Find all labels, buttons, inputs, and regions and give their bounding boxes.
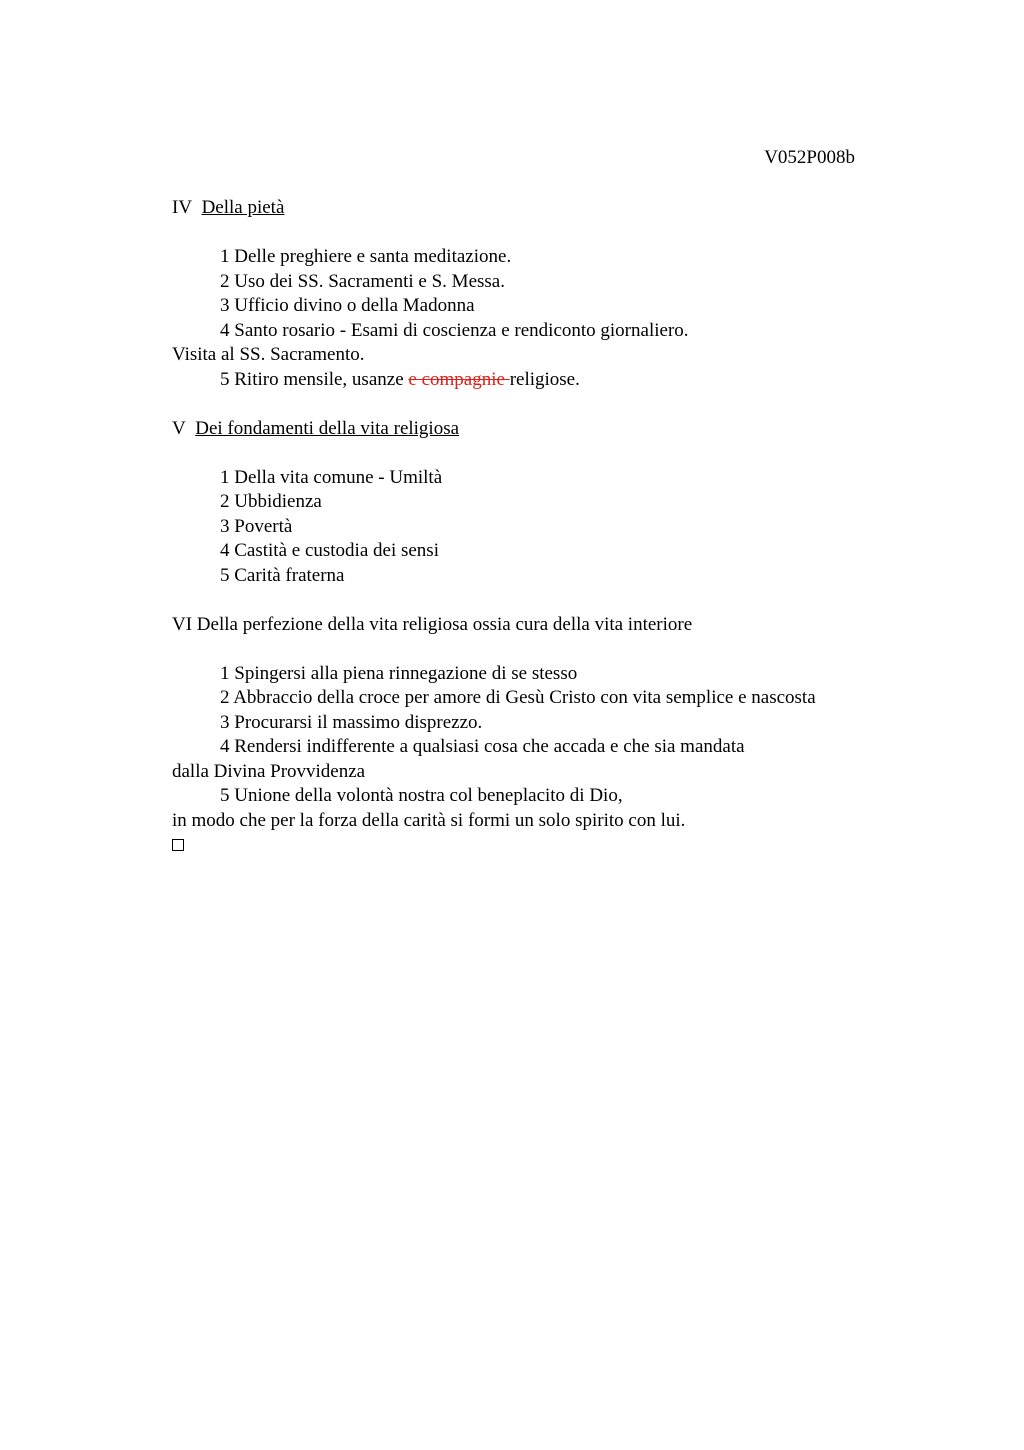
document-body [172,196,892,858]
section-v-title: Dei fondamenti della vita religiosa [195,417,460,439]
section-vi-item-1: 1 Spingersi alla piena rinnegazione di se stesso [220,662,578,684]
section-iv-item-4: 4 Santo rosario - Esami di coscienza e rendiconto giornaliero. [220,319,689,341]
section-vi-item-5-continuation: in modo che per la forza della carità si formi un solo spirito con lui. [172,809,686,831]
section-iv-item-3: 3 Ufficio divino o della Madonna [220,295,475,316]
struck-text: e compagnie [408,368,510,390]
section-vi-item-4: 4 Rendersi indifferente a qualsiasi cosa che accada e che sia mandata [220,736,745,757]
document-reference: V052P008b [764,147,855,168]
section-vi-item-2: 2 Abbraccio della croce per amore di Gesù Cristo con vita semplice e nascosta [220,687,816,708]
section-iv-item-1: 1 Delle preghiere e santa meditazione. [220,246,512,267]
end-mark-box-icon [172,839,184,851]
section-v-numeral: V [172,417,186,439]
section-iv-numeral: IV [172,197,193,218]
section-vi-item-3: 3 Procurarsi il massimo disprezzo. [220,711,483,733]
section-v-item-4: 4 Castità e custodia dei sensi [220,540,439,561]
section-vi-item-4-continuation: dalla Divina Provvidenza [172,760,366,782]
section-iv-item-5-end: religiose. [509,368,580,390]
section-iv-heading [172,196,892,221]
section-v-item-1: 1 Della vita comune - Umiltà [220,466,443,488]
section-v-heading [172,417,892,442]
section-v-item-3: 3 Povertà [220,515,293,537]
section-v-item-2: 2 Ubbidienza [220,491,322,512]
section-iv-item-2: 2 Uso dei SS. Sacramenti e S. Messa. [220,270,505,292]
section-iv-title: Della pietà [201,197,285,218]
section-vi-heading: VI Della perfezione della vita religiosa ossia cura della vita interiore [172,613,693,635]
section-iv-item-5 [172,368,892,393]
section-iv-item-4-continuation: Visita al SS. Sacramento. [172,344,365,365]
section-vi-item-5: 5 Unione della volontà nostra col beneplacito di Dio, [220,785,623,806]
section-v-item-5: 5 Carità fraterna [220,564,345,586]
section-iv-item-5-text: 5 Ritiro mensile, usanze [220,368,409,390]
